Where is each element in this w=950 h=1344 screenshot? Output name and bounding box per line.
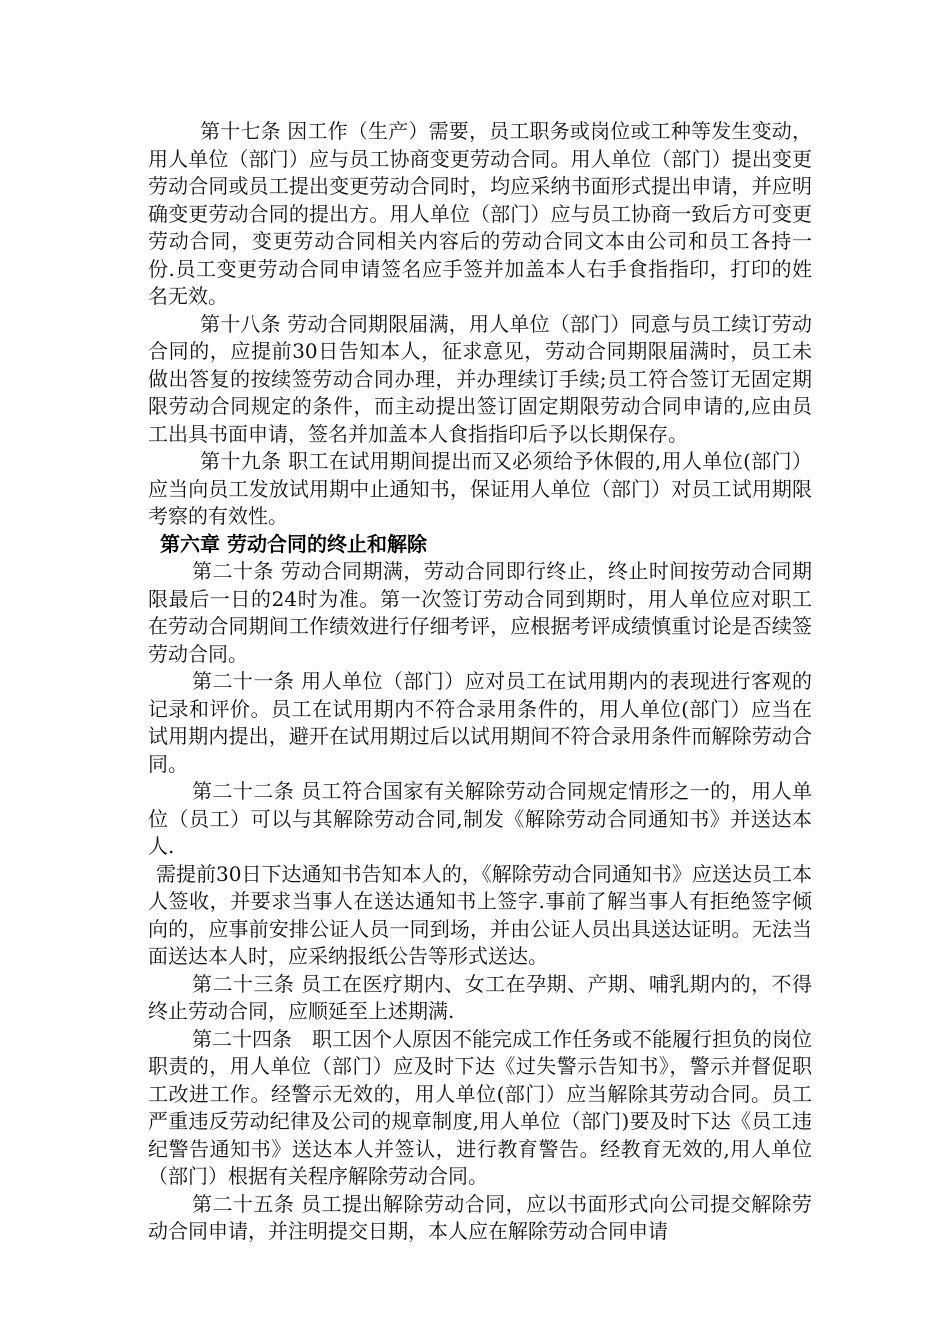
article-25-paragraph: 第二十五条 员工提出解除劳动合同，应以书面形式向公司提交解除劳动合同申请，并注明提交日期，本人应在解除劳动合同申请	[148, 1191, 812, 1243]
article-23-paragraph: 第二十三条 员工在医疗期内、女工在孕期、产期、哺乳期内的，不得终止劳动合同，应顺延至上述期满.	[148, 971, 812, 1023]
article-18-paragraph: 第十八条 劳动合同期限届满，用人单位（部门）同意与员工续订劳动合同的，应提前30日告知本人，征求意见，劳动合同期限届满时，员工未做出答复的按续签劳动合同办理，并办理续订手续;员工符合签订无固定期限劳动合同规定的条件，而主动提出签订固定期限劳动合同申请的,应由员工出具书面申请，签名并加盖本人食指指印后予以长期保存。	[148, 311, 812, 446]
chapter-6-heading: 第六章 劳动合同的终止和解除	[160, 531, 427, 556]
article-21-paragraph: 第二十一条 用人单位（部门）应对员工在试用期内的表现进行客观的记录和评价。员工在试用期内不符合录用条件的，用人单位(部门）应当在试用期内提出，避开在试用期过后以试用期间不符合录用条件而解除劳动合同。	[148, 669, 812, 776]
document-body	[148, 118, 812, 1246]
article-17-paragraph: 第十七条 因工作（生产）需要，员工职务或岗位或工种等发生变动，用人单位（部门）应与员工协商变更劳动合同。用人单位（部门）提出变更劳动合同或员工提出变更劳动合同时，均应采纳书面形式提出申请，并应明确变更劳动合同的提出方。用人单位（部门）应与员工协商一致后方可变更劳动合同，变更劳动合同相关内容后的劳动合同文本由公司和员工各持一份.员工变更劳动合同申请签名应手签并加盖本人右手食指指印，打印的姓名无效。	[148, 119, 812, 308]
article-22-paragraph: 第二十二条 员工符合国家有关解除劳动合同规定情形之一的，用人单位（员工）可以与其解除劳动合同,制发《解除劳动合同通知书》并送达本人.	[148, 779, 812, 858]
article-19-paragraph: 第十九条 职工在试用期间提出而又必须给予休假的,用人单位(部门）应当向员工发放试用期中止通知书，保证用人单位（部门）对员工试用期限考察的有效性。	[148, 449, 812, 528]
article-24-paragraph: 第二十四条 职工因个人原因不能完成工作任务或不能履行担负的岗位职责的，用人单位（部门）应及时下达《过失警示告知书》，警示并督促职工改进工作。经警示无效的，用人单位(部门）应当解除其劳动合同。员工严重违反劳动纪律及公司的规章制度,用人单位（部门)要及时下达《员工违纪警告通知书》送达本人并签认，进行教育警告。经教育无效的,用人单位（部门）根据有关程序解除劳动合同。	[148, 1026, 812, 1188]
notice-delivery-paragraph: 需提前30日下达通知书告知本人的，《解除劳动合同通知书》应送达员工本人签收，并要求当事人在送达通知书上签字.事前了解当事人有拒绝签字倾向的，应事前安排公证人员一同到场，并由公证人员出具送达证明。无法当面送达本人时，应采纳报纸公告等形式送达。	[148, 861, 812, 968]
article-20-paragraph: 第二十条 劳动合同期满，劳动合同即行终止，终止时间按劳动合同期限最后一日的24时为准。第一次签订劳动合同到期时，用人单位应对职工在劳动合同期间工作绩效进行仔细考评，应根据考评成绩慎重讨论是否续签劳动合同。	[148, 559, 812, 666]
